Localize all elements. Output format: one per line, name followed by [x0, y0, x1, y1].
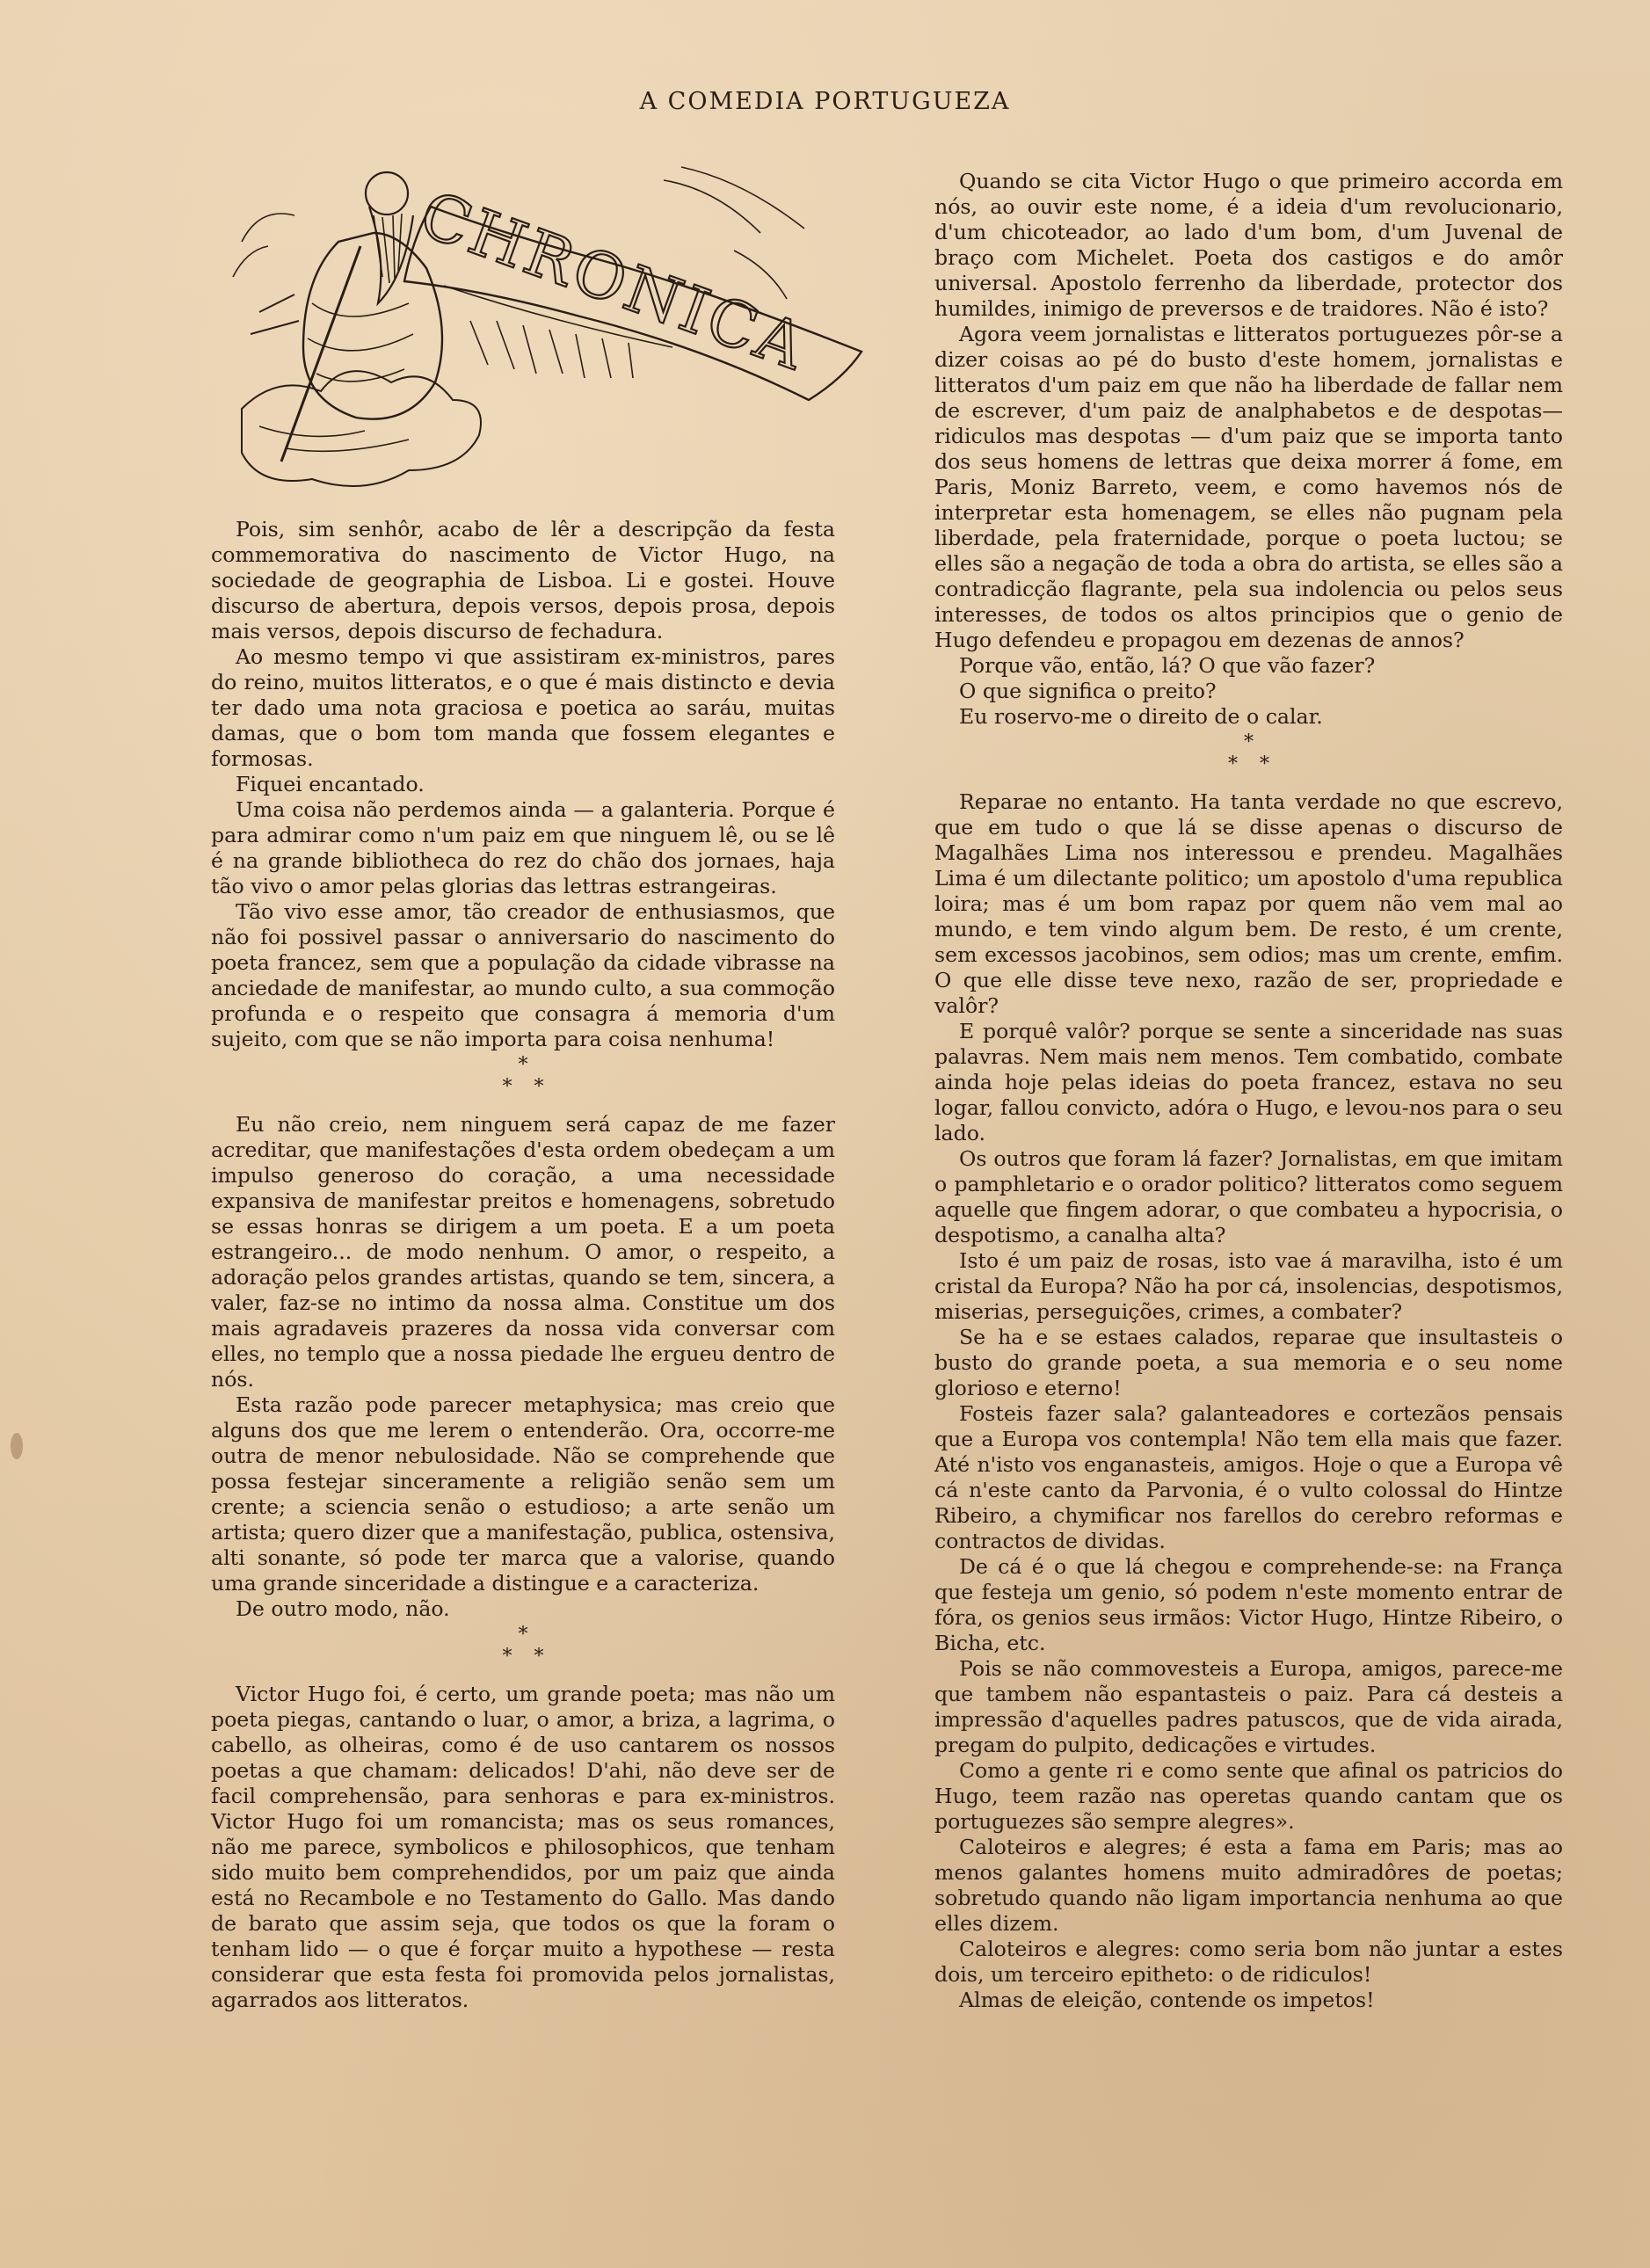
paper-stain: [11, 1433, 23, 1459]
chronica-illustration: [207, 145, 875, 514]
paragraph: Reparae no entanto. Ha tanta verdade no que escrevo, que em tudo o que lá se disse apenas o discurso de Magalhães Lima nos interessou e prendeu. Magalhães Lima é um dilectante politico; um apostolo d'uma republica loira; mas é um bom rapaz por quem não vem mal ao mundo, e tem vindo algum bem. De resto, é um crente, sem excessos jacobinos, sem odios; mas um crente, emfim. O que elle disse teve nexo, razão de ser, propriedade e valôr?: [934, 789, 1563, 1018]
paragraph: Quando se cita Victor Hugo o que primeiro accorda em nós, ao ouvir este nome, é a ideia d'um revolucionario, d'um chicoteador, ao lado d'um bom, d'um Juvenal de braço com Michelet. Poeta dos castigos e do amôr universal. Apostolo ferrenho da liberdade, protector dos humildes, inimigo de preversos e de traidores. Não é isto?: [934, 169, 1563, 321]
banner-chronica-text: CHRONICA: [411, 177, 818, 385]
paragraph: Esta razão pode parecer metaphysica; mas creio que alguns dos que me lerem o entenderão. Ora, occorre-me outra de menor nebulosidade. Não se comprehende que possa festejar sinceramente a religião senão sem um crente; a sciencia senão o estudioso; a arte senão um artista; quero dizer que a manifestação, publica, ostensiva, alti sonante, só pode ter marca que a valorise, quando uma grande sinceridade a distingue e a caracteriza.: [211, 1392, 835, 1596]
paragraph: De outro modo, não.: [236, 1596, 450, 1621]
section-separator-bottom: * *: [1228, 753, 1269, 775]
paragraph: Isto é um paiz de rosas, isto vae á maravilha, isto é um cristal da Europa? Não ha por cá, insolencias, despotismos, miserias, perseguições, crimes, a combater?: [934, 1248, 1563, 1324]
paragraph: Eu não creio, nem ninguem será capaz de me fazer acreditar, que manifestações d'esta ordem obedeçam a um impulso generoso do coração, a uma necessidade expansiva de manifestar preitos e homenagens, sobretudo se essas honras se dirigem a um poeta. E a um poeta estrangeiro... de modo nenhum. O amor, o respeito, a adoração pelos grandes artistas, quando se tem, sincera, a valer, faz-se no intimo da nossa alma. Constitue um dos mais agradaveis prazeres da nossa vida conversar com elles, no templo que a nossa piedade lhe ergueu dentro de nós.: [211, 1112, 835, 1392]
paragraph: Eu roservo-me o direito de o calar.: [959, 704, 1323, 729]
paragraph: Fiquei encantado.: [236, 772, 425, 796]
paragraph: Se ha e se estaes calados, reparae que insultasteis o busto do grande poeta, a sua memoria e o seu nome glorioso e eterno!: [934, 1325, 1563, 1400]
section-separator-bottom: * *: [502, 1076, 544, 1098]
section-separator-top: *: [518, 1054, 528, 1076]
paragraph: Como a gente ri e como sente que afinal os patricios do Hugo, teem razão nas operetas quando cantam que os portuguezes são sempre alegres».: [934, 1758, 1563, 1834]
paragraph: Uma coisa não perdemos ainda — a galanteria. Porque é para admirar como n'um paiz em que ninguem lê, ou se lê é na grande bibliotheca do rez do chão dos jornaes, haja tão vivo o amor pelas glorias das lettras estrangeiras.: [211, 797, 835, 898]
left-column: [211, 517, 835, 2013]
paragraph: Pois, sim senhôr, acabo de lêr a descripção da festa commemorativa do nascimento de Victor Hugo, na sociedade de geographia de Lisboa. Li e gostei. Houve discurso de abertura, depois versos, depois prosa, depois mais versos, depois discurso de fechadura.: [211, 517, 835, 643]
paragraph: Os outros que foram lá fazer? Jornalistas, em que imitam o pamphletario e o orador politico? litteratos como seguem aquelle que fingem adorar, o que combateu a hypocrisia, o despotismo, a canalha alta?: [934, 1146, 1563, 1247]
paragraph: Agora veem jornalistas e litteratos portuguezes pôr-se a dizer coisas ao pé do busto d'este homem, jornalistas e litteratos d'um paiz em que não ha liberdade de fallar nem de escrever, d'um paiz de analphabetos e de despotas—ridiculos mas despotas — d'um paiz que se importa tanto dos seus homens de lettras que deixa morrer á fome, em Paris, Moniz Barreto, veem, e como havemos nós de interpretar esta homenagem, se elles não pugnam pela liberdade, pela fraternidade, porque o poeta luctou; se elles são a negação de toda a obra do artista, se elles são a contradicção flagrante, pela sua indolencia ou pelos seus interesses, de todos os altos principios que o genio de Hugo defendeu e propagou em dezenas de annos?: [934, 322, 1563, 652]
right-column: [934, 169, 1563, 2013]
section-separator-top: *: [1244, 731, 1254, 753]
paragraph: Victor Hugo foi, é certo, um grande poeta; mas não um poeta piegas, cantando o luar, o amor, a briza, a lagrima, o cabello, as olheiras, como é de uso cantarem os nossos poetas a que chamam: delicados! D'ahi, não deve ser de facil comprehensão, para senhoras e para ex-ministros. Victor Hugo foi um romancista; mas os seus romances, não me parece, symbolicos e philosophicos, que tenham sido muito bem comprehendidos, por um paiz que ainda está no Recambole e no Testamento do Gallo. Mas dando de barato que assim seja, que todos os que la foram o tenham lido — o que é forçar muito a hypothese — resta considerar que esta festa foi promovida pelos jornalistas, agarrados aos litteratos.: [211, 1682, 835, 2012]
paragraph: Porque vão, então, lá? O que vão fazer?: [959, 653, 1376, 678]
paragraph: De cá é o que lá chegou e comprehende-se: na França que festeja um genio, só podem n'este momento entrar de fóra, os genios seus irmãos: Victor Hugo, Hintze Ribeiro, o Bicha, etc.: [934, 1554, 1563, 1655]
paragraph: Caloteiros e alegres; é esta a fama em Paris; mas ao menos galantes homens muito admiradôres de poetas; sobretudo quando não ligam importancia nenhuma ao que elles dizem.: [934, 1835, 1563, 1936]
paragraph: Ao mesmo tempo vi que assistiram ex-ministros, pares do reino, muitos litteratos, e o que é mais distincto e devia ter dado uma nota graciosa e poetica ao saráu, muitas damas, que o bom tom manda que fossem elegantes e formosas.: [211, 644, 835, 771]
paragraph: Tão vivo esse amor, tão creador de enthusiasmos, que não foi possivel passar o anniversario do nascimento do poeta francez, sem que a população da cidade vibrasse na anciedade de manifestar, ao mundo culto, a sua commoção profunda e o respeito que consagra á memoria d'um sujeito, com que se não importa para coisa nenhuma!: [211, 899, 835, 1051]
section-separator-bottom: * *: [502, 1646, 544, 1668]
chronica-engraving: [207, 145, 875, 514]
paragraph: Almas de eleição, contende os impetos!: [959, 1988, 1375, 2012]
paragraph: Pois se não commovesteis a Europa, amigos, parece-me que tambem não espantasteis o paiz. Para cá desteis a impressão d'aquelles padres patuscos, que de vida airada, pregam do pulpito, dedicações e virtudes.: [934, 1656, 1563, 1757]
paragraph: Fosteis fazer sala? galanteadores e cortezãos pensais que a Europa vos contempla! Não tem ella mais que fazer. Até n'isto vos enganasteis, amigos. Hoje o que a Europa vê cá n'este canto da Parvonia, é o vulto colossal do Hintze Ribeiro, a chymificar nos farellos do cerebro reformas e contractos de dividas.: [934, 1401, 1563, 1553]
section-separator-top: *: [518, 1624, 528, 1646]
paragraph: O que significa o preito?: [959, 679, 1217, 703]
paragraph: E porquê valôr? porque se sente a sinceridade nas suas palavras. Nem mais nem menos. Tem combatido, combate ainda hoje pelas ideias do poeta francez, estava no seu logar, fallou convicto, adóra o Hugo, e levou-nos para o seu lado.: [934, 1019, 1563, 1145]
paragraph: Caloteiros e alegres: como seria bom não juntar a estes dois, um terceiro epitheto: o de ridiculos!: [934, 1937, 1563, 1987]
page-header: A COMEDIA PORTUGUEZA: [639, 88, 1011, 115]
